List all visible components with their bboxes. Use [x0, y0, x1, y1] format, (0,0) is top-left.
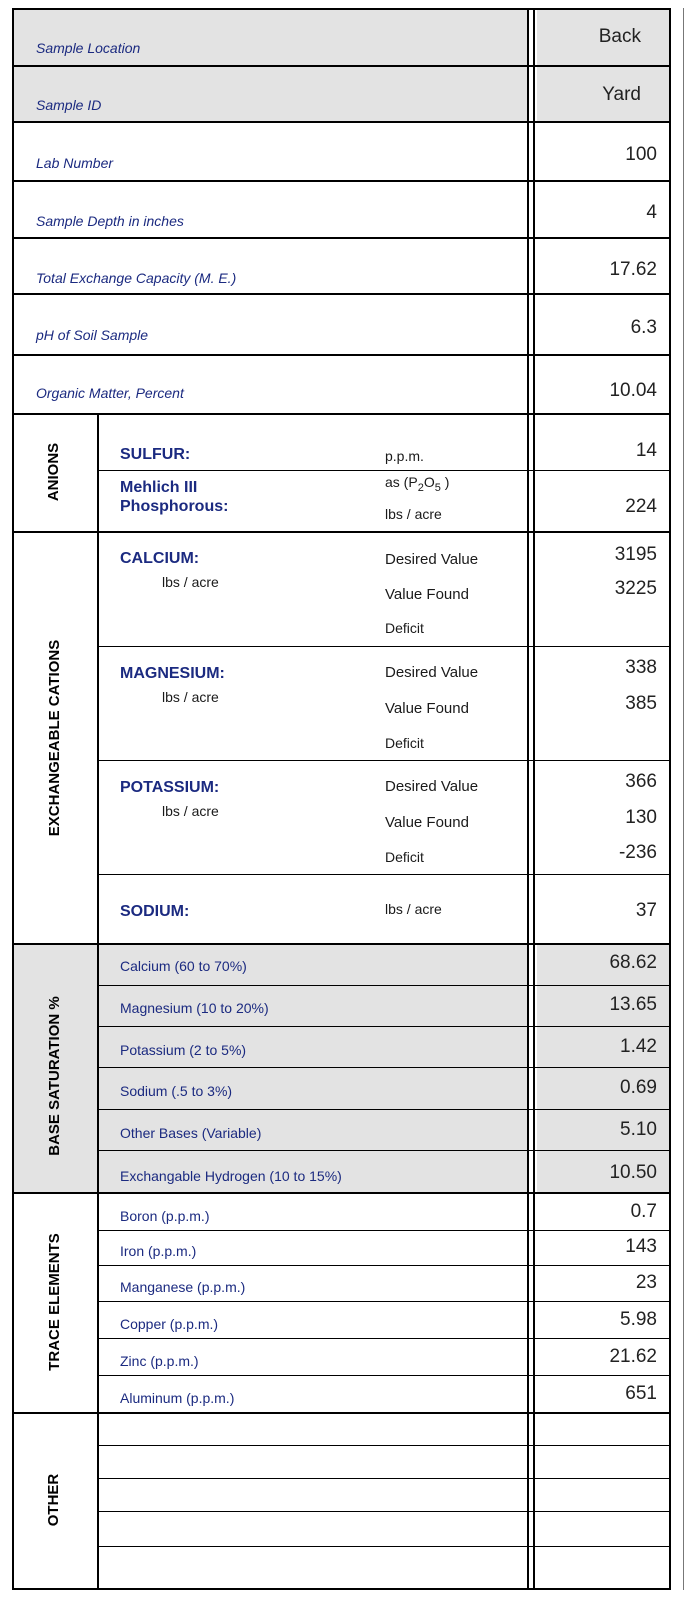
- cropped-next-column-edge: [683, 8, 684, 1590]
- base-sat-hydrogen-value: 10.50: [609, 1162, 657, 1183]
- rule: [12, 1192, 671, 1194]
- base-sat-potassium-value: 1.42: [620, 1036, 657, 1057]
- rule: [12, 943, 671, 945]
- sodium-unit: lbs / acre: [385, 901, 442, 917]
- sulfur-value: 14: [635, 440, 657, 461]
- magnesium-unit: lbs / acre: [162, 689, 219, 705]
- potassium-deficit-value: -236: [618, 842, 657, 863]
- calcium-deficit-label: Deficit: [385, 620, 424, 636]
- magnesium-deficit-label: Deficit: [385, 735, 424, 751]
- base-sat-hydrogen-label: Exchangable Hydrogen (10 to 15%): [120, 1168, 342, 1184]
- calcium-found-value: 3225: [614, 578, 657, 599]
- rule: [12, 1412, 671, 1414]
- rule-thin: [98, 760, 671, 761]
- phosphorous-unit-line2: lbs / acre: [385, 506, 442, 522]
- rule-thin: [98, 1230, 671, 1231]
- cations-section-label: EXCHANGEABLE CATIONS: [46, 639, 63, 837]
- base-sat-sodium-label: Sodium (.5 to 3%): [120, 1083, 233, 1099]
- potassium-desired-value: 366: [625, 771, 657, 792]
- rule: [12, 180, 671, 182]
- trace-iron-label: Iron (p.p.m.): [120, 1243, 197, 1259]
- base-sat-magnesium-value: 13.65: [609, 994, 657, 1015]
- trace-zinc-label: Zinc (p.p.m.): [120, 1353, 199, 1369]
- tec-label: Total Exchange Capacity (M. E.): [36, 270, 237, 286]
- sodium-label: SODIUM:: [120, 903, 190, 920]
- phosphorous-value: 224: [625, 496, 657, 517]
- rule-thin: [98, 646, 671, 647]
- magnesium-desired-value: 338: [625, 657, 657, 678]
- rule-bottom: [12, 1588, 671, 1590]
- base-sat-sodium-value: 0.69: [620, 1077, 657, 1098]
- rule-thin: [98, 1067, 671, 1068]
- rule-thin: [98, 470, 671, 471]
- trace-boron-value: 0.7: [630, 1201, 657, 1222]
- trace-zinc-value: 21.62: [609, 1346, 657, 1367]
- base-sat-potassium-label: Potassium (2 to 5%): [120, 1042, 247, 1058]
- lab-number-value: 100: [625, 144, 657, 165]
- sulfur-unit: p.p.m.: [385, 448, 424, 464]
- rule-thin: [98, 1150, 671, 1151]
- calcium-label: CALCIUM:: [120, 550, 200, 567]
- rule-thin: [98, 1511, 671, 1512]
- potassium-deficit-label: Deficit: [385, 849, 424, 865]
- rule-thin: [98, 1026, 671, 1027]
- rule: [12, 293, 671, 295]
- potassium-desired-label: Desired Value: [385, 778, 479, 795]
- sample-id-value: Yard: [602, 84, 641, 105]
- divider-double-1: [527, 8, 529, 1590]
- trace-copper-value: 5.98: [620, 1309, 657, 1330]
- phosphorous-label-line2: Phosphorous:: [120, 498, 229, 515]
- magnesium-desired-label: Desired Value: [385, 664, 479, 681]
- rule-thin: [98, 1445, 671, 1446]
- rule: [12, 531, 671, 533]
- trace-manganese-value: 23: [635, 1272, 657, 1293]
- rule: [12, 121, 671, 123]
- frame-left: [12, 8, 14, 1590]
- trace-aluminum-label: Aluminum (p.p.m.): [120, 1390, 235, 1406]
- calcium-unit: lbs / acre: [162, 574, 219, 590]
- trace-elements-section-label: TRACE ELEMENTS: [46, 1233, 63, 1371]
- rule-top: [12, 8, 671, 10]
- magnesium-found-label: Value Found: [385, 700, 469, 717]
- magnesium-label: MAGNESIUM:: [120, 665, 225, 682]
- rule-thin: [98, 985, 671, 986]
- organic-matter-value: 10.04: [609, 380, 657, 401]
- base-sat-magnesium-label: Magnesium (10 to 20%): [120, 1000, 269, 1016]
- ph-value: 6.3: [630, 317, 657, 338]
- frame-right: [669, 8, 671, 1590]
- ph-label: pH of Soil Sample: [36, 327, 149, 343]
- rule: [12, 354, 671, 356]
- base-sat-calcium-label: Calcium (60 to 70%): [120, 958, 247, 974]
- sample-id-shade: [12, 66, 527, 122]
- base-saturation-section-label: BASE SATURATION %: [46, 996, 63, 1156]
- phosphorous-unit-line1: as ($P_2O_5$ ): [385, 474, 450, 494]
- divider-double-2: [533, 8, 535, 1590]
- calcium-found-label: Value Found: [385, 586, 469, 603]
- base-sat-other-value: 5.10: [620, 1119, 657, 1140]
- rule-thin: [98, 1265, 671, 1266]
- phosphorous-label-line1: Mehlich III: [120, 479, 198, 496]
- trace-copper-label: Copper (p.p.m.): [120, 1316, 219, 1332]
- sample-depth-value: 4: [646, 202, 657, 223]
- rule-thin: [98, 1478, 671, 1479]
- sample-location-label: Sample Location: [36, 40, 141, 56]
- trace-boron-label: Boron (p.p.m.): [120, 1208, 210, 1224]
- base-sat-rows-shade: [98, 944, 527, 1192]
- potassium-unit: lbs / acre: [162, 803, 219, 819]
- rule: [12, 413, 671, 415]
- rule-thin: [98, 1375, 671, 1376]
- potassium-found-label: Value Found: [385, 814, 469, 831]
- rule-thin: [98, 1546, 671, 1547]
- rule-thin: [98, 1338, 671, 1339]
- sulfur-label: SULFUR:: [120, 446, 191, 463]
- organic-matter-label: Organic Matter, Percent: [36, 385, 184, 401]
- trace-iron-value: 143: [625, 1236, 657, 1257]
- tec-value: 17.62: [609, 259, 657, 280]
- rule-thin: [98, 1109, 671, 1110]
- sample-id-label: Sample ID: [36, 97, 102, 113]
- sample-depth-label: Sample Depth in inches: [36, 213, 184, 229]
- rule: [12, 237, 671, 239]
- base-sat-other-label: Other Bases (Variable): [120, 1125, 262, 1141]
- potassium-found-value: 130: [625, 807, 657, 828]
- base-sat-calcium-value: 68.62: [609, 952, 657, 973]
- magnesium-found-value: 385: [625, 693, 657, 714]
- lab-number-label: Lab Number: [36, 155, 114, 171]
- trace-manganese-label: Manganese (p.p.m.): [120, 1279, 246, 1295]
- other-section-label: OTHER: [45, 1473, 62, 1527]
- rule-thin: [98, 874, 671, 875]
- rule: [12, 65, 671, 67]
- sample-location-shade: [12, 8, 527, 66]
- anions-section-label: ANIONS: [45, 442, 62, 502]
- potassium-label: POTASSIUM:: [120, 779, 220, 796]
- base-sat-values-shade: [537, 944, 669, 1192]
- calcium-desired-label: Desired Value: [385, 551, 479, 568]
- trace-aluminum-value: 651: [625, 1383, 657, 1404]
- rule-thin: [98, 1301, 671, 1302]
- sodium-value: 37: [635, 900, 657, 921]
- sample-location-value: Back: [598, 26, 641, 47]
- calcium-desired-value: 3195: [614, 544, 657, 565]
